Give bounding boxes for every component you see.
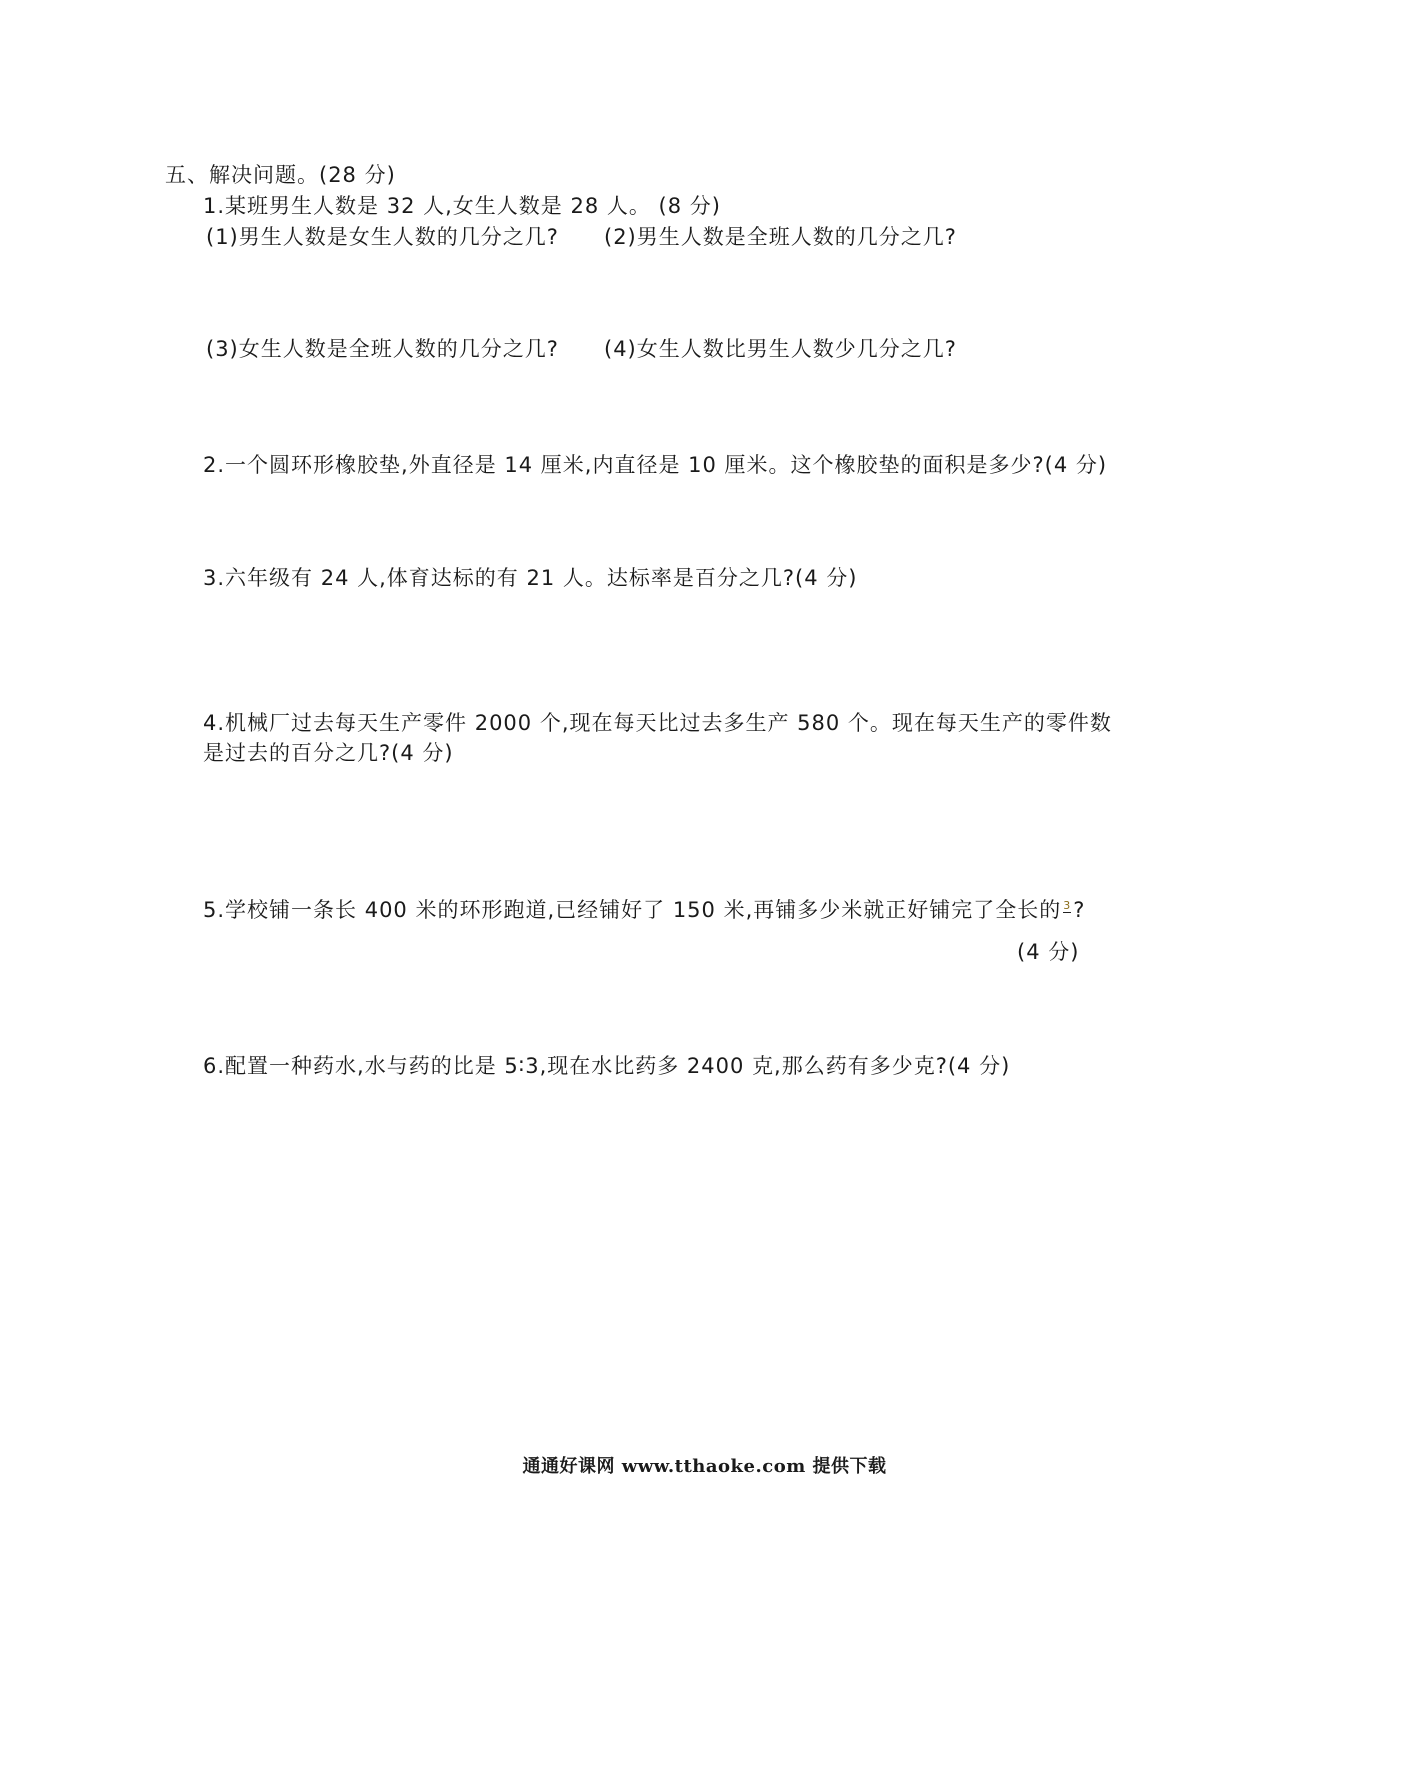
fraction-numerator: 3 (1063, 898, 1072, 912)
question-5-mark: ? (1073, 898, 1086, 922)
question-1-sub-4: (4)女生人数比男生人数少几分之几? (604, 337, 957, 361)
footer-credit: 通通好课网 www.tthaoke.com 提供下载 (522, 1456, 887, 1477)
question-1: 1.某班男生人数是 32 人,女生人数是 28 人。 (8 分) (203, 194, 721, 218)
question-6: 6.配置一种药水,水与药的比是 5∶3,现在水比药多 2400 克,那么药有多少克?(4 分) (203, 1054, 1011, 1078)
fraction-denominator (1062, 913, 1072, 923)
question-2: 2.一个圆环形橡胶垫,外直径是 14 厘米,内直径是 10 厘米。这个橡胶垫的面积是多少?(4 分) (203, 453, 1108, 477)
question-4-line-2: 是过去的百分之几?(4 分) (203, 741, 454, 765)
question-5 (203, 898, 1085, 923)
question-1-sub-3: (3)女生人数是全班人数的几分之几? (206, 337, 559, 361)
question-4-line-1: 4.机械厂过去每天生产零件 2000 个,现在每天比过去多生产 580 个。现在每天生产的零件数 (203, 711, 1112, 735)
question-5-points: (4 分) (1017, 940, 1080, 964)
question-5-text: 5.学校铺一条长 400 米的环形跑道,已经铺好了 150 米,再铺多少米就正好铺完了全长的 (203, 898, 1062, 922)
question-1-sub-2: (2)男生人数是全班人数的几分之几? (604, 225, 957, 249)
section-heading: 五、解决问题。(28 分) (165, 163, 396, 187)
fraction (1062, 900, 1072, 923)
question-1-sub-1: (1)男生人数是女生人数的几分之几? (206, 225, 559, 249)
question-3: 3.六年级有 24 人,体育达标的有 21 人。达标率是百分之几?(4 分) (203, 566, 858, 590)
